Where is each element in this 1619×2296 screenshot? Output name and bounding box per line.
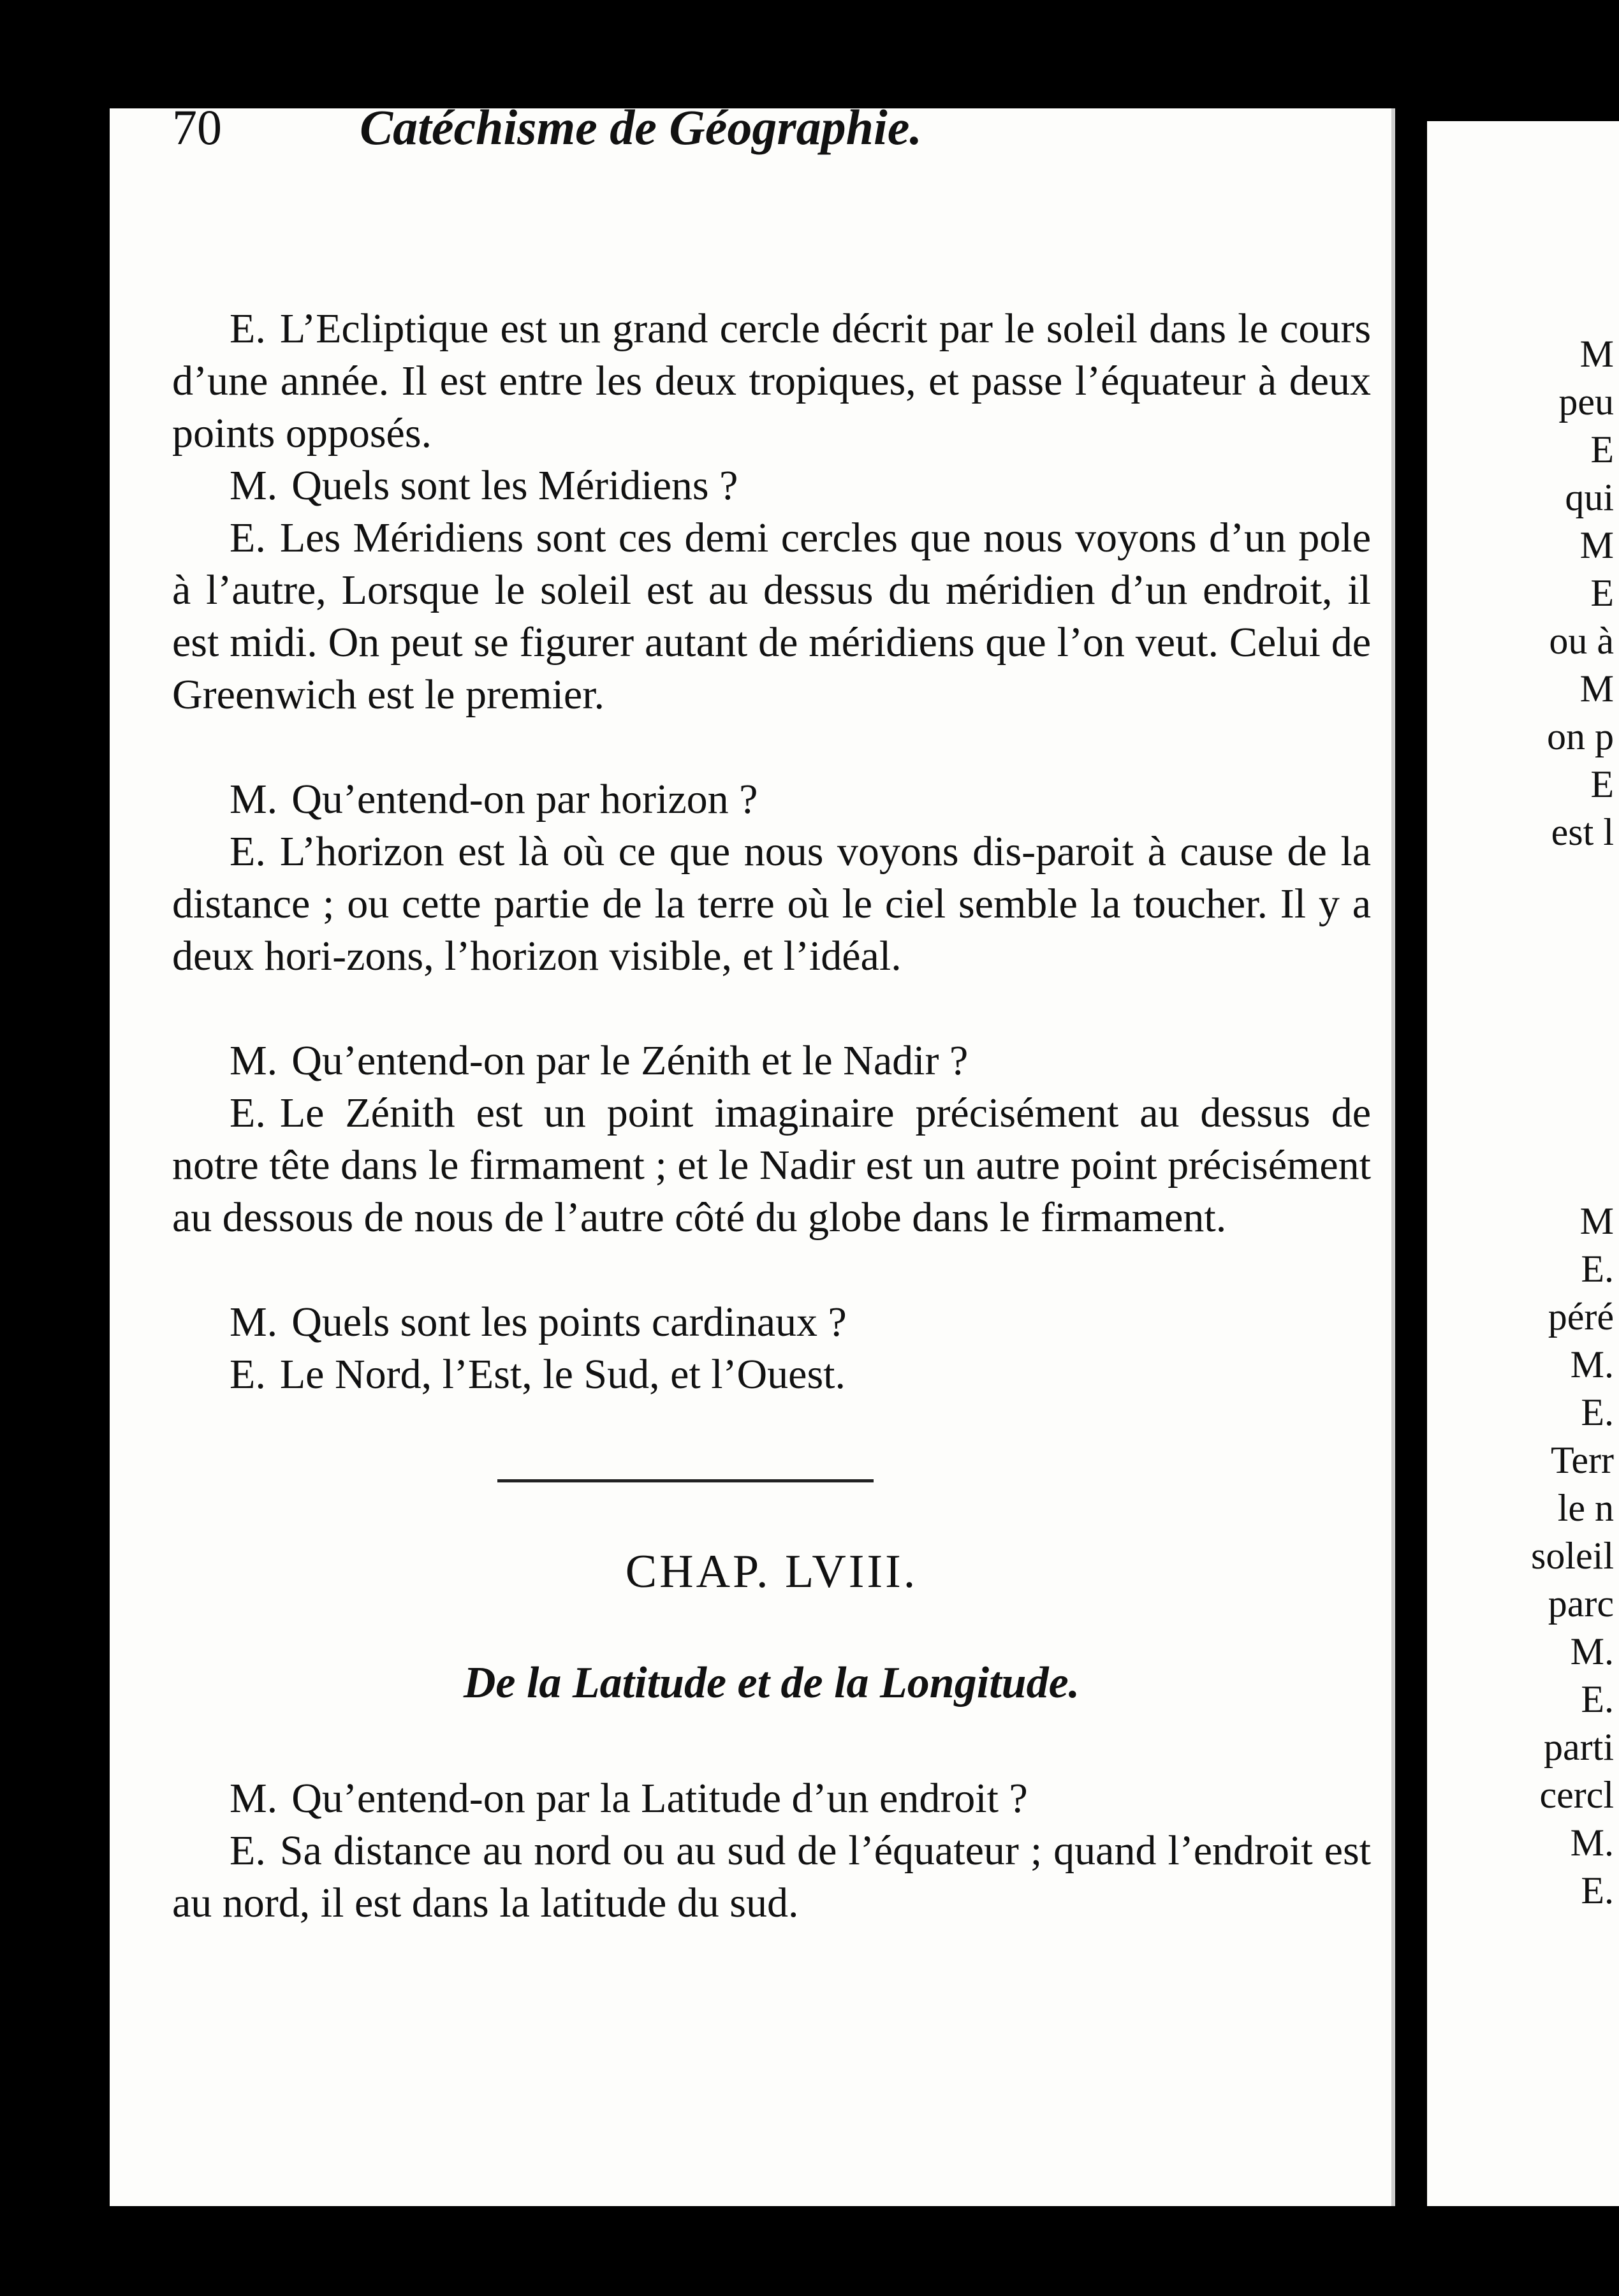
paragraph <box>172 512 1371 721</box>
right-page-fragment: soleil <box>1531 1535 1614 1577</box>
page-number: 70 <box>172 99 222 155</box>
paragraph <box>172 303 1371 460</box>
right-page-fragment: E. <box>1581 1678 1614 1720</box>
speaker-label: E. <box>230 1090 266 1136</box>
right-page-fragment: E. <box>1581 1248 1614 1290</box>
section-divider <box>497 1479 874 1482</box>
paragraph <box>172 460 1371 512</box>
running-title: Catéchisme de Géographie. <box>360 99 922 155</box>
right-page-fragment: parti <box>1544 1726 1614 1768</box>
paragraph-text: Le Nord, l’Est, le Sud, et l’Ouest. <box>279 1351 846 1398</box>
right-page-fragment: E <box>1590 763 1614 805</box>
paragraph <box>172 1349 1371 1401</box>
paragraph <box>172 1296 1371 1349</box>
right-page-fragment: peu <box>1558 381 1614 423</box>
speaker-label: M. <box>230 1299 278 1345</box>
right-page-fragment: M <box>1579 668 1614 710</box>
paragraph <box>172 1087 1371 1244</box>
paragraph <box>172 1035 1371 1087</box>
speaker-label: M. <box>230 776 278 823</box>
paragraph <box>172 1773 1371 1825</box>
paragraph-text: Qu’entend-on par le Zénith et le Nadir ? <box>291 1037 969 1084</box>
right-page-fragment: cercl <box>1539 1774 1614 1816</box>
paragraph <box>172 773 1371 826</box>
right-page-fragment: le n <box>1557 1487 1614 1529</box>
chapter-subtitle: De la Latitude et de la Longitude. <box>463 1658 1080 1707</box>
speaker-label: M. <box>230 462 278 509</box>
paragraph <box>172 1825 1371 1929</box>
right-page-fragment: qui <box>1565 476 1614 518</box>
paragraph-text: Les Méridiens sont ces demi cercles que nous voyons d’un pole à l’autre, Lorsque le soleil est au dessus du méridien d’un endroit, il est midi. On peut se figurer autant de méridiens que l’on veut. Celui de Greenwich est le premier. <box>172 515 1371 718</box>
speaker-label: M. <box>230 1037 278 1084</box>
right-page-fragment: Terr <box>1550 1439 1614 1481</box>
paragraph-text: Quels sont les Méridiens ? <box>291 462 738 509</box>
right-page-fragment: E <box>1590 572 1614 614</box>
right-page-fragment: M <box>1579 333 1614 375</box>
right-page-fragment: M <box>1579 524 1614 566</box>
paragraph <box>172 826 1371 983</box>
paragraph-text: Qu’entend-on par horizon ? <box>291 776 758 823</box>
paragraph-text: Qu’entend-on par la Latitude d’un endroit ? <box>291 1775 1028 1822</box>
paragraph-text: Sa distance au nord ou au sud de l’équateur ; quand l’endroit est au nord, il est dans la latitude du sud. <box>172 1827 1371 1926</box>
speaker-label: E. <box>230 1827 266 1874</box>
right-page-fragment: ou à <box>1549 620 1614 662</box>
right-page-fragment: M. <box>1570 1630 1614 1672</box>
right-page-fragment: E. <box>1581 1391 1614 1433</box>
speaker-label: M. <box>230 1775 278 1822</box>
right-page-fragment: M. <box>1570 1343 1614 1386</box>
right-page-fragment: péré <box>1548 1296 1614 1338</box>
right-page-fragment: M. <box>1570 1822 1614 1864</box>
speaker-label: E. <box>230 1351 266 1398</box>
right-page-fragment: E <box>1590 428 1614 471</box>
right-page-edge <box>1427 121 1619 2206</box>
paragraph-text: L’Ecliptique est un grand cercle décrit par le soleil dans le cours d’une année. Il est entre les deux tropiques, et passe l’équateur à deux points opposés. <box>172 305 1371 457</box>
speaker-label: E. <box>230 515 266 561</box>
right-page-fragment: E. <box>1581 1869 1614 1912</box>
paragraph-text: Quels sont les points cardinaux ? <box>291 1299 847 1345</box>
paragraph-text: L’horizon est là où ce que nous voyons dis-paroit à cause de la distance ; ou cette partie de la terre où le ciel semble la toucher. Il y a deux hori-zons, l’horizon visible, et l’idéal. <box>172 828 1371 979</box>
right-page-fragment: parc <box>1548 1583 1614 1625</box>
right-page-fragment: on p <box>1547 715 1614 757</box>
speaker-label: E. <box>230 828 266 875</box>
right-page-fragment: est l <box>1551 811 1614 853</box>
right-page-fragment: M <box>1579 1200 1614 1242</box>
paragraph-text: Le Zénith est un point imaginaire précisément au dessus de notre tête dans le firmament ; et le Nadir est un autre point précisément au dessous de nous de l’autre côté du globe dans le firmament. <box>172 1090 1371 1241</box>
speaker-label: E. <box>230 305 266 352</box>
chapter-title: CHAP. LVIII. <box>625 1546 918 1598</box>
